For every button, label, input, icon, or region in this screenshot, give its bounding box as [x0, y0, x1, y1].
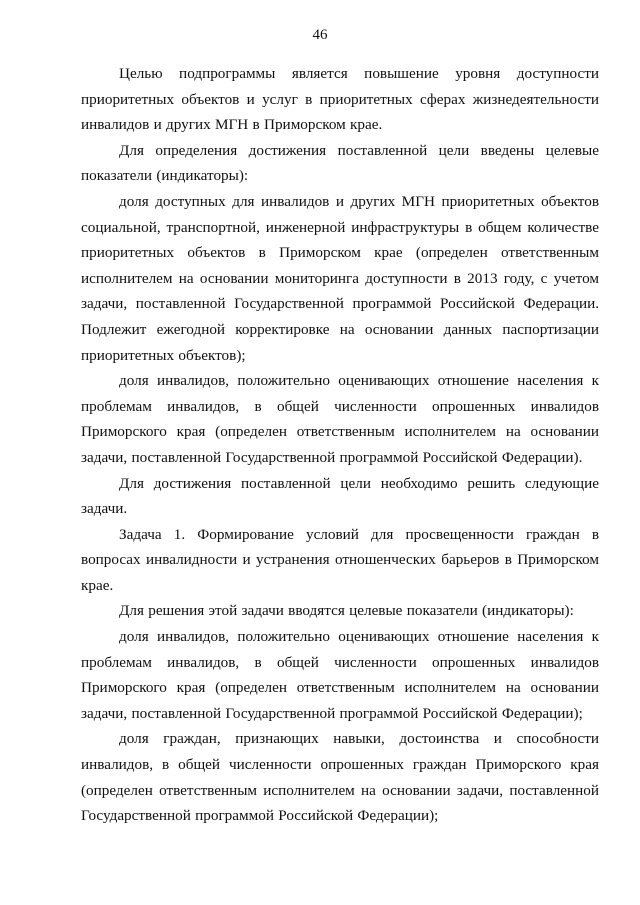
- paragraph-tasks-intro: Для достижения поставленной цели необходимо решить следующие задачи.: [81, 474, 599, 518]
- paragraph-goal: Целью подпрограммы является повышение уровня доступности приоритетных объектов и услуг в приоритетных сферах жизнедеятельности инвалидов и других МГН в Приморском крае.: [81, 65, 599, 134]
- paragraph-indicator-disabled-attitude: доля инвалидов, положительно оценивающих отношение населения к проблемам инвалидов, в общей численности опрошенных инвалидов Приморского края (определен ответственным исполнителем на основании задачи, поставленной Государственной программой Российской Федерации).: [81, 372, 599, 466]
- document-body: [81, 61, 599, 829]
- paragraph-indicators-intro: Для определения достижения поставленной цели введены целевые показатели (индикаторы):: [81, 141, 599, 185]
- paragraph-indicator-accessible-objects: доля доступных для инвалидов и других МГН приоритетных объектов социальной, транспортной, инженерной инфраструктуры в общем количестве приоритетных объектов в Приморском крае (определен ответственным исполнителем на основании мониторинга доступности в 2013 году, с учетом задачи, поставленной Государственной программой Российской Федерации. Подлежит ежегодной корректировке на основании данных паспортизации приоритетных объектов);: [81, 192, 599, 364]
- paragraph-task-1-indicators-intro: Для решения этой задачи вводятся целевые показатели (индикаторы):: [119, 602, 574, 620]
- paragraph-task-1-indicator-citizens: доля граждан, признающих навыки, достоинства и способности инвалидов, в общей численности опрошенных граждан Приморского края (определен ответственным исполнителем на основании задачи, поставленной Государственной программой Российской Федерации);: [81, 730, 599, 825]
- page-number: 46: [312, 27, 328, 43]
- paragraph-task-1-indicator-disabled-attitude: доля инвалидов, положительно оценивающих отношение населения к проблемам инвалидов, в общей численности опрошенных инвалидов Приморского края (определен ответственным исполнителем на основании задачи, поставленной Государственной программой Российской Федерации);: [81, 628, 599, 722]
- paragraph-task-1: Задача 1. Формирование условий для просвещенности граждан в вопросах инвалидности и устранения отношенческих барьеров в Приморском крае.: [81, 525, 599, 594]
